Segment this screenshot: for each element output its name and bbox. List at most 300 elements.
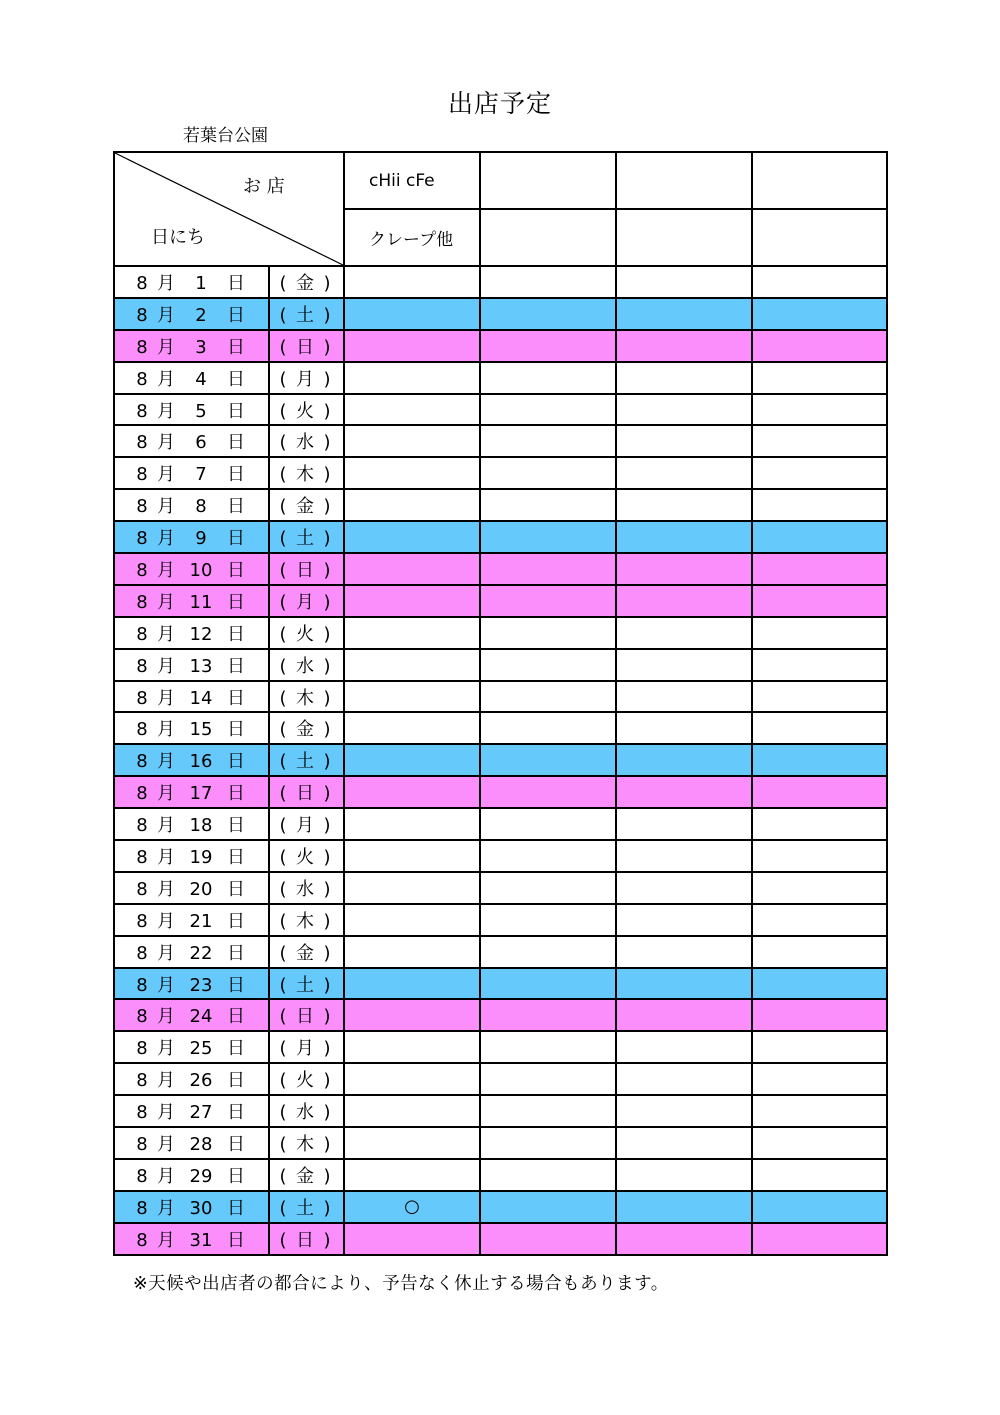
day-kanji: 日 (227, 655, 245, 677)
paren-open: ( (279, 783, 287, 805)
day-value: 8 (195, 496, 207, 518)
store-4-cell (752, 330, 887, 362)
store-3-cell (616, 394, 752, 426)
store-3-cell (616, 808, 752, 840)
date-row (114, 394, 887, 426)
store-1-cell (344, 1127, 480, 1159)
store-3-cell (616, 936, 752, 968)
weekday-cell (269, 330, 344, 362)
store-1-cell (344, 362, 480, 394)
store-1-cell (344, 585, 480, 617)
paren-close: ) (323, 432, 331, 454)
date-cell (114, 712, 269, 744)
store-2-cell (480, 872, 616, 904)
shop-axis-label: お 店 (243, 176, 285, 197)
month-kanji: 月 (157, 559, 175, 581)
store-1-cell (344, 744, 480, 776)
day-value: 19 (189, 846, 213, 868)
date-row (114, 1031, 887, 1063)
day-kanji: 日 (227, 1006, 245, 1028)
store-4-type (752, 209, 887, 266)
day-kanji: 日 (227, 464, 245, 486)
date-row (114, 617, 887, 649)
weekday-cell (269, 681, 344, 713)
weekday-cell (269, 999, 344, 1031)
weekday-cell (269, 457, 344, 489)
day-kanji: 日 (227, 942, 245, 964)
store-3-cell (616, 1063, 752, 1095)
date-cell (114, 457, 269, 489)
store-2-cell (480, 298, 616, 330)
day-kanji: 日 (227, 1229, 245, 1251)
paren-close: ) (323, 751, 331, 773)
date-cell (114, 394, 269, 426)
day-value: 6 (195, 432, 207, 454)
month-value: 8 (136, 591, 148, 613)
month-kanji: 月 (157, 974, 175, 996)
store-1-cell (344, 1223, 480, 1255)
paren-close: ) (323, 272, 331, 294)
month-kanji: 月 (157, 655, 175, 677)
corner-header-cell (114, 152, 344, 266)
store-2-cell (480, 553, 616, 585)
day-kanji: 日 (227, 1197, 245, 1219)
date-row (114, 457, 887, 489)
month-value: 8 (136, 1070, 148, 1092)
day-value: 28 (189, 1133, 213, 1155)
store-3-cell (616, 1191, 752, 1223)
weekday-value: 土 (296, 304, 314, 326)
month-value: 8 (136, 974, 148, 996)
day-value: 16 (189, 751, 213, 773)
month-value: 8 (136, 846, 148, 868)
month-kanji: 月 (157, 1133, 175, 1155)
month-kanji: 月 (157, 432, 175, 454)
date-row (114, 1223, 887, 1255)
day-kanji: 日 (227, 272, 245, 294)
day-kanji: 日 (227, 591, 245, 613)
store-4-cell (752, 266, 887, 298)
paren-open: ( (279, 751, 287, 773)
store-4-cell (752, 585, 887, 617)
weekday-value: 水 (296, 655, 314, 677)
month-value: 8 (136, 687, 148, 709)
paren-close: ) (323, 655, 331, 677)
day-value: 11 (189, 591, 213, 613)
store-1-cell (344, 553, 480, 585)
month-kanji: 月 (157, 1229, 175, 1251)
date-cell (114, 968, 269, 1000)
store-3-cell (616, 489, 752, 521)
weekday-cell (269, 1127, 344, 1159)
store-3-cell (616, 712, 752, 744)
date-cell (114, 936, 269, 968)
store-2-cell (480, 521, 616, 553)
store-3-cell (616, 585, 752, 617)
store-2-cell (480, 617, 616, 649)
weekday-value: 月 (296, 368, 314, 390)
day-value: 12 (189, 623, 213, 645)
weekday-value: 木 (296, 464, 314, 486)
paren-close: ) (323, 1133, 331, 1155)
month-kanji: 月 (157, 1197, 175, 1219)
weekday-value: 日 (296, 1006, 314, 1028)
date-row (114, 808, 887, 840)
date-row (114, 1191, 887, 1223)
weekday-value: 木 (296, 910, 314, 932)
month-value: 8 (136, 432, 148, 454)
weekday-value: 火 (296, 400, 314, 422)
weekday-cell (269, 585, 344, 617)
day-value: 5 (195, 400, 207, 422)
store-2-cell (480, 425, 616, 457)
paren-close: ) (323, 974, 331, 996)
month-kanji: 月 (157, 815, 175, 837)
month-value: 8 (136, 910, 148, 932)
date-cell (114, 1031, 269, 1063)
date-cell (114, 362, 269, 394)
day-kanji: 日 (227, 496, 245, 518)
store-3-cell (616, 1031, 752, 1063)
weekday-cell (269, 840, 344, 872)
day-value: 23 (189, 974, 213, 996)
footnote: ※天候や出店者の都合により、予告なく休止する場合もあります。 (133, 1274, 669, 1294)
store-4-cell (752, 808, 887, 840)
paren-close: ) (323, 400, 331, 422)
store-3-cell (616, 617, 752, 649)
month-value: 8 (136, 1229, 148, 1251)
weekday-value: 火 (296, 846, 314, 868)
weekday-value: 木 (296, 687, 314, 709)
store-3-type (616, 209, 752, 266)
date-row (114, 744, 887, 776)
date-axis-label: 日にち (151, 227, 205, 248)
store-4-cell (752, 553, 887, 585)
month-kanji: 月 (157, 591, 175, 613)
store-1-cell (344, 776, 480, 808)
store-1-cell (344, 298, 480, 330)
weekday-value: 日 (296, 559, 314, 581)
weekday-cell (269, 553, 344, 585)
store-4-cell (752, 1191, 887, 1223)
month-value: 8 (136, 304, 148, 326)
weekday-value: 金 (296, 272, 314, 294)
month-kanji: 月 (157, 910, 175, 932)
store-2-cell (480, 1191, 616, 1223)
day-kanji: 日 (227, 559, 245, 581)
weekday-value: 月 (296, 1038, 314, 1060)
day-kanji: 日 (227, 687, 245, 709)
date-row (114, 904, 887, 936)
weekday-cell (269, 1031, 344, 1063)
store-2-cell (480, 1063, 616, 1095)
date-cell (114, 330, 269, 362)
month-value: 8 (136, 1006, 148, 1028)
date-cell (114, 744, 269, 776)
paren-close: ) (323, 1165, 331, 1187)
store-2-cell (480, 681, 616, 713)
weekday-cell (269, 1063, 344, 1095)
paren-open: ( (279, 910, 287, 932)
store-4-cell (752, 1159, 887, 1191)
date-cell (114, 776, 269, 808)
month-value: 8 (136, 368, 148, 390)
paren-open: ( (279, 1070, 287, 1092)
weekday-value: 日 (296, 1229, 314, 1251)
weekday-cell (269, 968, 344, 1000)
day-kanji: 日 (227, 846, 245, 868)
paren-close: ) (323, 528, 331, 550)
header-row (114, 152, 887, 209)
store-4-cell (752, 999, 887, 1031)
store-3-cell (616, 298, 752, 330)
store-2-cell (480, 394, 616, 426)
day-value: 2 (195, 304, 207, 326)
paren-open: ( (279, 942, 287, 964)
weekday-cell (269, 1159, 344, 1191)
store-2-cell (480, 968, 616, 1000)
store-3-cell (616, 999, 752, 1031)
weekday-value: 土 (296, 751, 314, 773)
store-3-cell (616, 840, 752, 872)
weekday-cell (269, 712, 344, 744)
month-value: 8 (136, 1197, 148, 1219)
paren-close: ) (323, 1038, 331, 1060)
store-1-cell (344, 840, 480, 872)
store-2-cell (480, 712, 616, 744)
store-4-cell (752, 617, 887, 649)
month-kanji: 月 (157, 304, 175, 326)
paren-open: ( (279, 1006, 287, 1028)
store-1-cell (344, 872, 480, 904)
month-value: 8 (136, 1133, 148, 1155)
store-2-cell (480, 904, 616, 936)
date-cell (114, 872, 269, 904)
weekday-cell (269, 266, 344, 298)
date-row (114, 362, 887, 394)
paren-open: ( (279, 528, 287, 550)
date-row (114, 521, 887, 553)
store-3-cell (616, 425, 752, 457)
store-2-cell (480, 1031, 616, 1063)
store-4-cell (752, 1223, 887, 1255)
month-kanji: 月 (157, 1165, 175, 1187)
weekday-cell (269, 1095, 344, 1127)
store-4-cell (752, 776, 887, 808)
weekday-value: 金 (296, 496, 314, 518)
store-3-cell (616, 649, 752, 681)
day-value: 7 (195, 464, 207, 486)
date-row (114, 425, 887, 457)
store-2-cell (480, 1095, 616, 1127)
paren-open: ( (279, 559, 287, 581)
date-row (114, 649, 887, 681)
store-3-cell (616, 681, 752, 713)
date-cell (114, 617, 269, 649)
store-3-cell (616, 968, 752, 1000)
month-kanji: 月 (157, 751, 175, 773)
day-value: 31 (189, 1229, 213, 1251)
paren-open: ( (279, 719, 287, 741)
day-value: 25 (189, 1038, 213, 1060)
paren-open: ( (279, 368, 287, 390)
store-2-cell (480, 362, 616, 394)
store-2-cell (480, 1223, 616, 1255)
date-cell (114, 298, 269, 330)
date-cell (114, 840, 269, 872)
weekday-value: 金 (296, 1165, 314, 1187)
month-kanji: 月 (157, 272, 175, 294)
paren-close: ) (323, 559, 331, 581)
month-kanji: 月 (157, 719, 175, 741)
weekday-cell (269, 776, 344, 808)
day-kanji: 日 (227, 1133, 245, 1155)
store-1-cell (344, 1095, 480, 1127)
day-value: 9 (195, 528, 207, 550)
date-row (114, 1127, 887, 1159)
month-kanji: 月 (157, 368, 175, 390)
store-3-cell (616, 872, 752, 904)
day-value: 1 (195, 272, 207, 294)
store-4-cell (752, 968, 887, 1000)
paren-open: ( (279, 815, 287, 837)
month-kanji: 月 (157, 942, 175, 964)
paren-close: ) (323, 942, 331, 964)
day-kanji: 日 (227, 623, 245, 645)
store-3-cell (616, 330, 752, 362)
date-row (114, 1063, 887, 1095)
day-kanji: 日 (227, 1102, 245, 1124)
store-1-cell (344, 1159, 480, 1191)
paren-open: ( (279, 655, 287, 677)
month-kanji: 月 (157, 783, 175, 805)
month-value: 8 (136, 815, 148, 837)
store-1-type: クレープ他 (344, 209, 480, 266)
date-row (114, 968, 887, 1000)
date-row (114, 872, 887, 904)
store-2-cell (480, 585, 616, 617)
date-row (114, 999, 887, 1031)
date-cell (114, 521, 269, 553)
store-2-cell (480, 776, 616, 808)
store-3-cell (616, 1095, 752, 1127)
weekday-cell (269, 649, 344, 681)
day-kanji: 日 (227, 1038, 245, 1060)
day-value: 27 (189, 1102, 213, 1124)
weekday-value: 水 (296, 1102, 314, 1124)
paren-close: ) (323, 719, 331, 741)
weekday-value: 日 (296, 336, 314, 358)
store-2-name (480, 152, 616, 209)
day-kanji: 日 (227, 528, 245, 550)
date-cell (114, 681, 269, 713)
date-row (114, 681, 887, 713)
date-cell (114, 1159, 269, 1191)
month-kanji: 月 (157, 846, 175, 868)
date-cell (114, 1191, 269, 1223)
weekday-cell (269, 521, 344, 553)
month-value: 8 (136, 496, 148, 518)
store-4-cell (752, 1063, 887, 1095)
weekday-value: 金 (296, 942, 314, 964)
date-row (114, 840, 887, 872)
paren-close: ) (323, 1070, 331, 1092)
weekday-cell (269, 1223, 344, 1255)
day-kanji: 日 (227, 1070, 245, 1092)
date-cell (114, 808, 269, 840)
paren-close: ) (323, 783, 331, 805)
store-1-cell (344, 425, 480, 457)
weekday-cell (269, 489, 344, 521)
day-value: 13 (189, 655, 213, 677)
day-value: 14 (189, 687, 213, 709)
store-1-cell (344, 1063, 480, 1095)
store-4-cell (752, 489, 887, 521)
store-1-cell (344, 681, 480, 713)
store-3-cell (616, 744, 752, 776)
month-value: 8 (136, 623, 148, 645)
day-value: 22 (189, 942, 213, 964)
store-4-cell (752, 394, 887, 426)
paren-open: ( (279, 1165, 287, 1187)
weekday-value: 水 (296, 432, 314, 454)
month-kanji: 月 (157, 1006, 175, 1028)
date-cell (114, 1095, 269, 1127)
store-4-cell (752, 744, 887, 776)
store-1-cell (344, 617, 480, 649)
paren-close: ) (323, 464, 331, 486)
month-value: 8 (136, 783, 148, 805)
weekday-cell (269, 425, 344, 457)
store-3-cell (616, 553, 752, 585)
store-2-type (480, 209, 616, 266)
paren-open: ( (279, 687, 287, 709)
month-kanji: 月 (157, 687, 175, 709)
month-kanji: 月 (157, 336, 175, 358)
weekday-value: 日 (296, 783, 314, 805)
paren-close: ) (323, 496, 331, 518)
month-kanji: 月 (157, 496, 175, 518)
paren-close: ) (323, 910, 331, 932)
month-value: 8 (136, 751, 148, 773)
day-value: 24 (189, 1006, 213, 1028)
weekday-cell (269, 1191, 344, 1223)
location-label: 若葉台公園 (183, 126, 268, 146)
day-kanji: 日 (227, 400, 245, 422)
paren-open: ( (279, 496, 287, 518)
weekday-cell (269, 872, 344, 904)
month-value: 8 (136, 400, 148, 422)
weekday-cell (269, 394, 344, 426)
paren-close: ) (323, 878, 331, 900)
store-3-cell (616, 362, 752, 394)
store-3-cell (616, 266, 752, 298)
store-1-cell: ○ (344, 1191, 480, 1223)
weekday-value: 火 (296, 623, 314, 645)
diagonal-line (115, 153, 343, 265)
paren-close: ) (323, 304, 331, 326)
date-row (114, 1159, 887, 1191)
date-cell (114, 1127, 269, 1159)
weekday-cell (269, 744, 344, 776)
day-kanji: 日 (227, 432, 245, 454)
paren-open: ( (279, 1038, 287, 1060)
month-value: 8 (136, 878, 148, 900)
month-value: 8 (136, 655, 148, 677)
store-2-cell (480, 1159, 616, 1191)
month-kanji: 月 (157, 528, 175, 550)
store-1-name: cHii cFe (344, 152, 480, 209)
